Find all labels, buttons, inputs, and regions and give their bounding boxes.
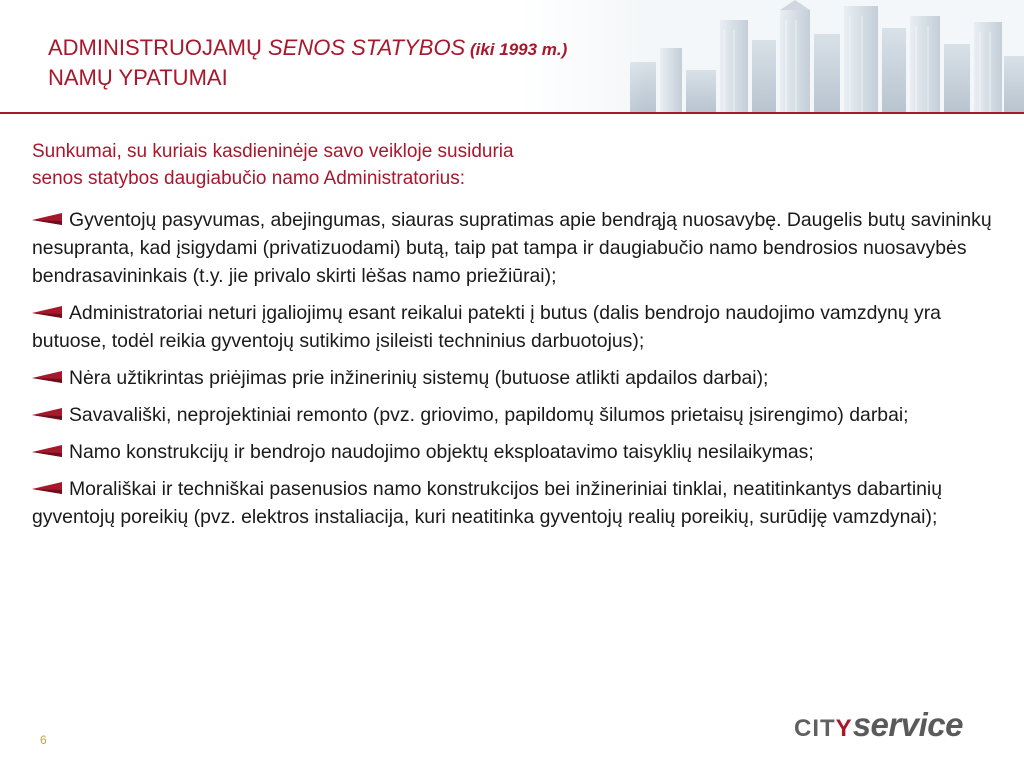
bullet-item [32,364,1002,392]
arrow-bullet-icon [32,407,66,421]
bullet-item [32,475,1002,531]
bullet-item [32,206,1002,290]
bullet-text: Namo konstrukcijų ir bendrojo naudojimo objektų eksploatavimo taisyklių nesilaikymas; [69,441,814,463]
arrow-bullet-icon [32,444,66,458]
slide-title-line1 [48,34,567,64]
logo-city-text [794,715,853,742]
title-part-3: (iki 1993 m.) [465,40,568,59]
bullet-item [32,438,1002,466]
bullet-item [32,401,1002,429]
header-divider [0,112,1024,114]
bullet-list [32,206,1002,540]
arrow-bullet-icon [32,305,66,319]
slide-title [48,34,567,92]
arrow-bullet-icon [32,481,66,495]
intro-line-2: senos statybos daugiabučio namo Administratorius: [32,168,466,189]
bullet-text: Gyventojų pasyvumas, abejingumas, siauras supratimas apie bendrąją nuosavybę. Daugelis butų savininkų nesupranta, kad įsigydami (privatizuodami) butą, taip pat tampa ir daugiabučio namo bendrosios nuosavybės bendrasavininkais (t.y. jie privalo skirti lėšas namo priežiūrai); [32,209,992,287]
arrow-bullet-icon [32,212,66,226]
arrow-bullet-icon [32,370,66,384]
bullet-text: Nėra užtikrintas priėjimas prie inžinerinių sistemų (butuose atlikti apdailos darbai); [69,367,769,389]
bullet-text: Morališkai ir techniškai pasenusios namo konstrukcijos bei inžineriniai tinklai, neatitinkantys dabartinių gyventojų poreikių (pvz. elektros instaliacija, kuri neatitinka gyventojų realių poreikių, surūdiję vamzdynai); [32,478,943,528]
slide-title-line2: NAMŲ YPATUMAI [48,65,228,90]
logo-city-part2: Y [835,715,853,742]
title-part-1: ADMINISTRUOJAMŲ [48,35,268,60]
title-part-2: SENOS STATYBOS [268,35,466,60]
bullet-item [32,299,1002,355]
logo-city-part1: CIT [794,715,836,742]
logo-service-text: service [852,706,963,743]
bullet-text: Administratoriai neturi įgaliojimų esant reikalui patekti į butus (dalis bendrojo naudojimo vamzdynų yra butuose, todėl reikia gyventojų sutikimo įsileisti techninius darbuotojus); [32,302,941,352]
cityservice-logo [794,703,963,747]
bullet-text: Savavališki, neprojektiniai remonto (pvz. griovimo, papildomų šilumos prietaisų įsirengimo) darbai; [69,404,909,426]
city-skyline-image [520,0,1024,112]
intro-line-1: Sunkumai, su kuriais kasdieninėje savo veikloje susiduria [32,141,514,162]
page-number: 6 [40,733,47,747]
intro-text [32,138,732,192]
